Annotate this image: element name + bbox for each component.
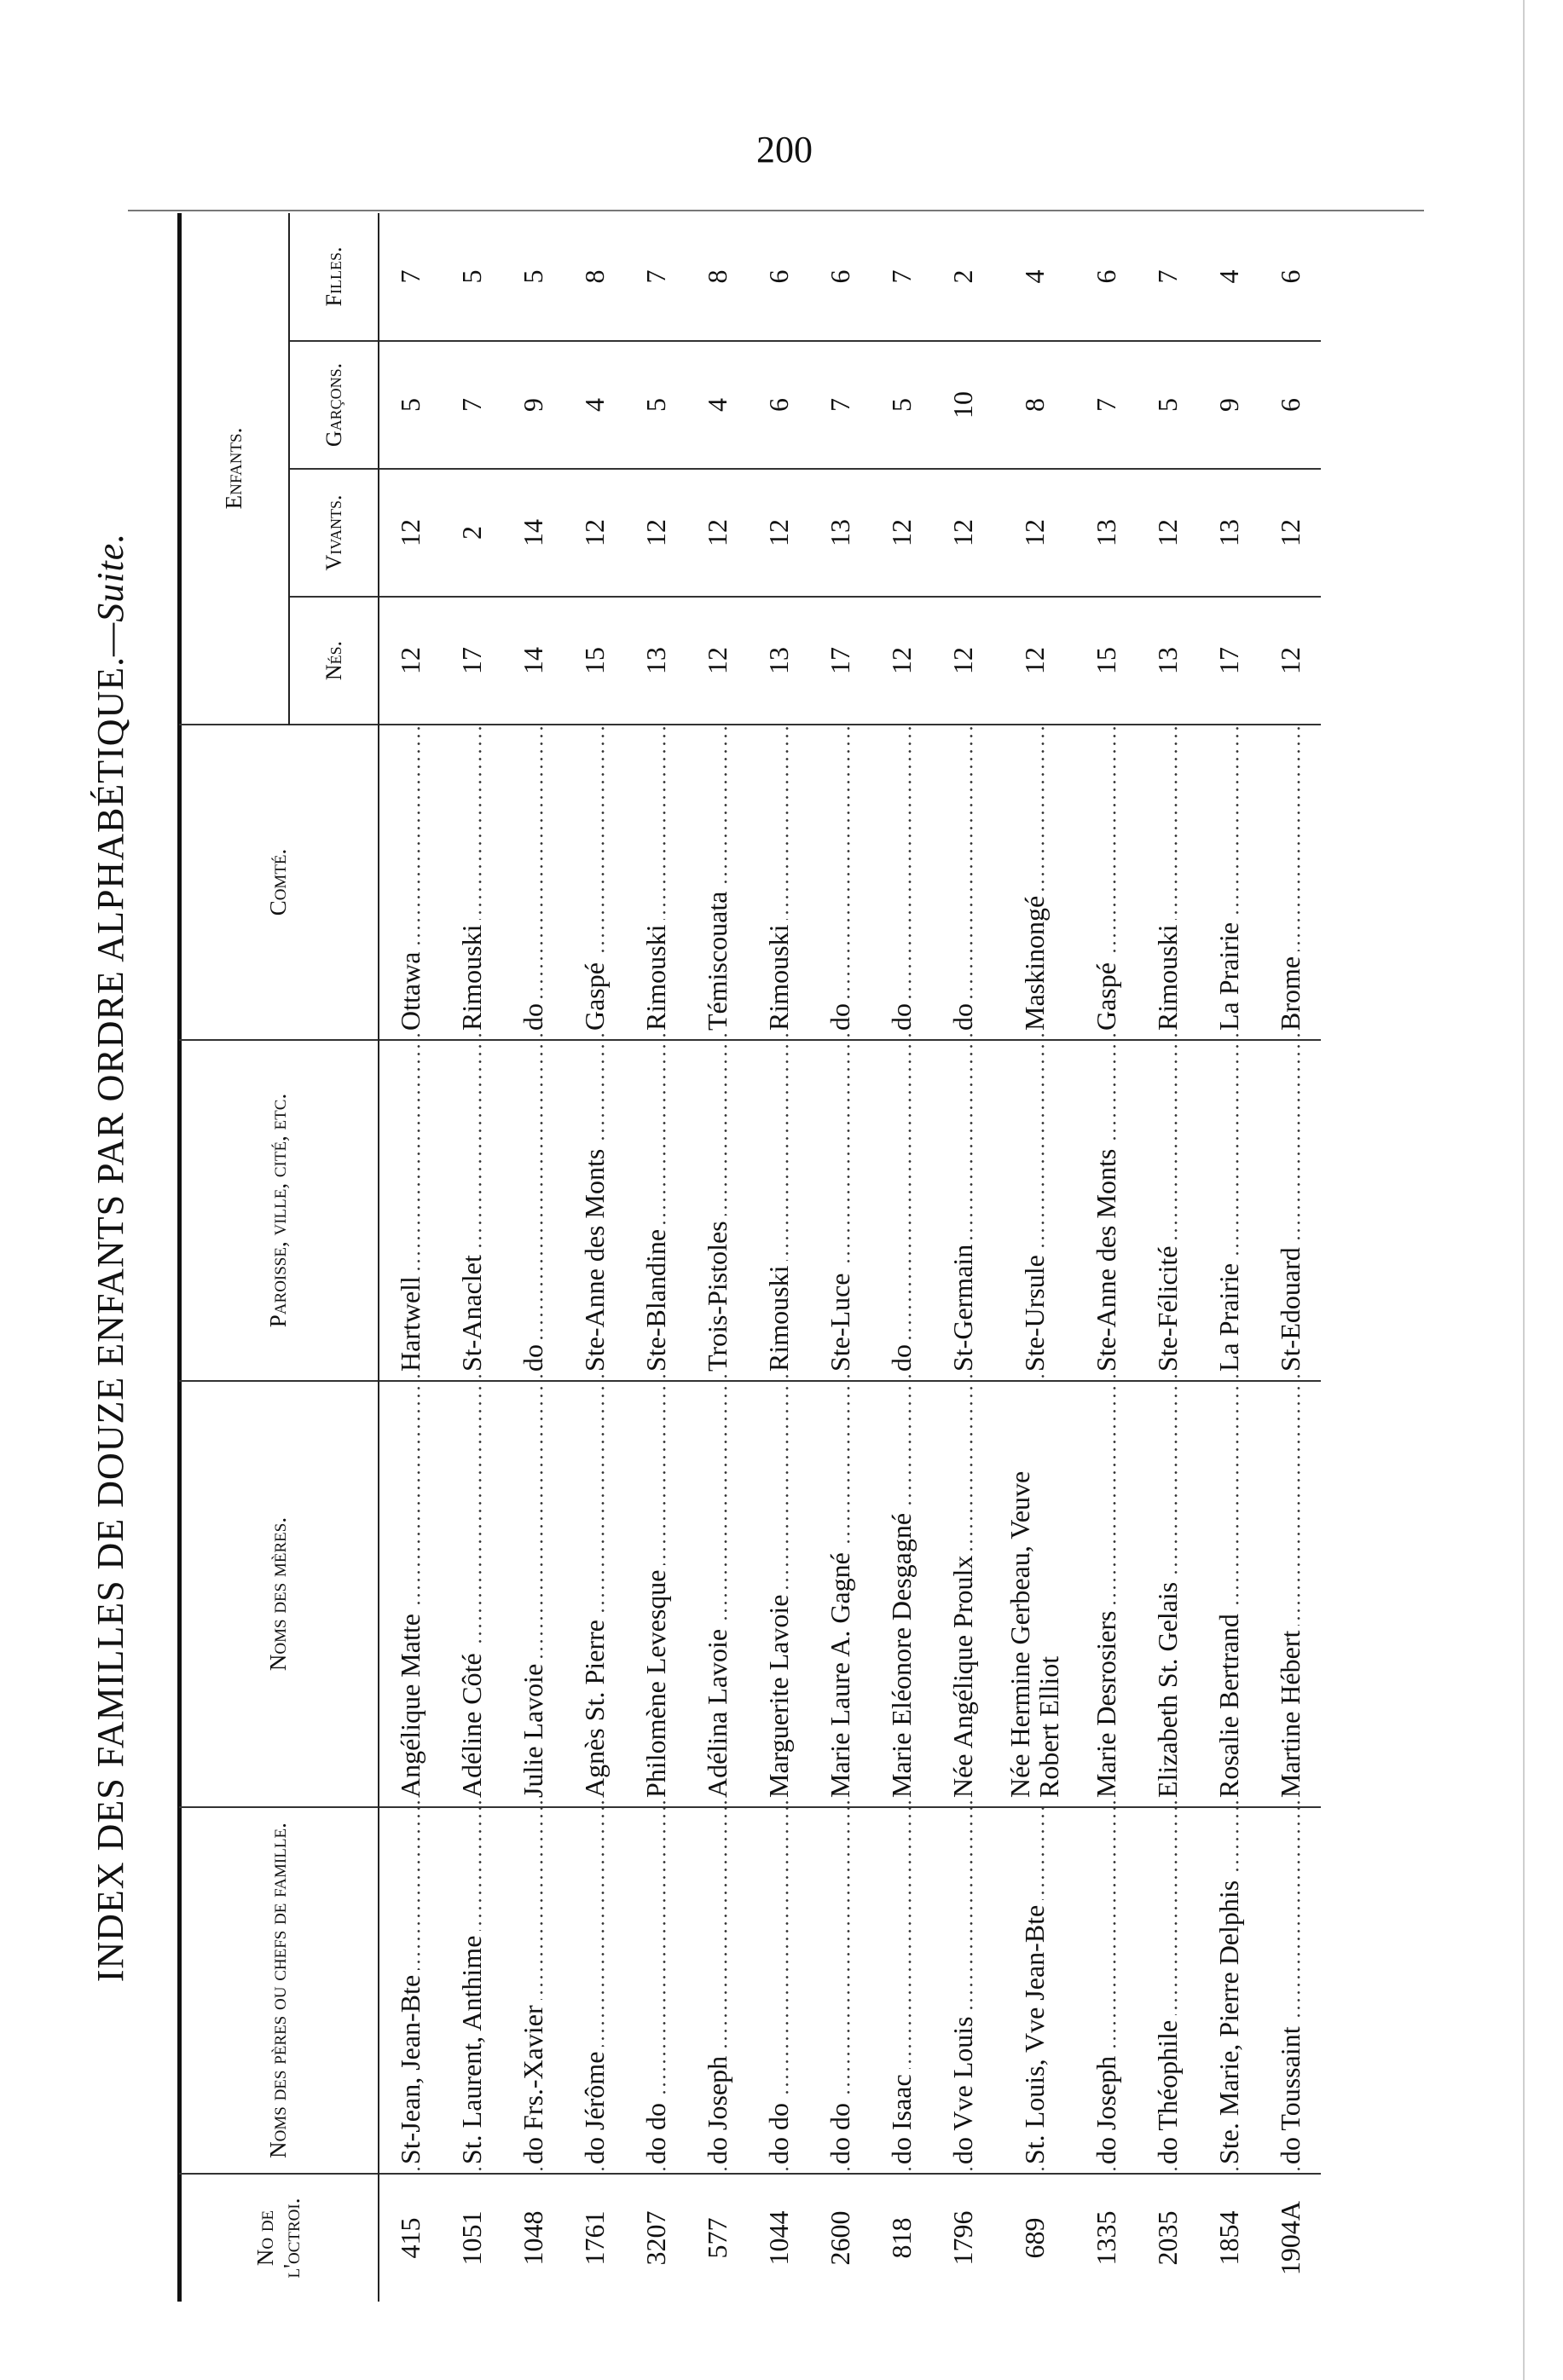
pere-text: do Frs.-Xavier — [518, 2000, 548, 2164]
cell-vivants: 13 — [1075, 469, 1137, 597]
paroisse-text: St-Edouard — [1275, 1242, 1305, 1372]
cell-garcons: 9 — [502, 341, 564, 469]
cell-comte — [1137, 725, 1198, 1040]
cell-garcons: 7 — [809, 341, 871, 469]
cell-comte — [441, 725, 502, 1040]
cell-nes: 12 — [932, 597, 993, 725]
cell-pere — [809, 1807, 871, 2174]
paroisse-text: Ste-Anne des Monts — [579, 1144, 610, 1372]
table-row — [809, 213, 871, 2302]
header-nes: Nés. — [289, 597, 379, 725]
cell-filles: 6 — [809, 213, 871, 341]
cell-comte — [625, 725, 686, 1040]
cell-vivants: 12 — [379, 469, 441, 597]
pere-text: do Vve Louis — [947, 2011, 978, 2164]
cell-pere — [686, 1807, 748, 2174]
cell-no: 2600 — [824, 2210, 855, 2266]
mere-text: Marie Eléonore Desgagné — [886, 1508, 917, 1798]
cell-mere — [502, 1381, 564, 1807]
cell-garcons: 7 — [441, 341, 502, 469]
header-enfants: Enfants. — [179, 213, 289, 725]
cell-nes: 12 — [993, 597, 1075, 725]
cell-garcons: 4 — [686, 341, 748, 469]
table-row — [379, 213, 441, 2302]
mere-text: Adélina Lavoie — [702, 1624, 732, 1798]
cell-no: 415 — [394, 2217, 425, 2259]
cell-filles: 6 — [1259, 213, 1321, 341]
pere-text: do Théophile — [1152, 2015, 1183, 2164]
cell-mere — [379, 1381, 441, 1807]
cell-vivants: 12 — [1259, 469, 1321, 597]
cell-mere — [625, 1381, 686, 1807]
table-row — [686, 213, 748, 2302]
cell-garcons: 4 — [564, 341, 625, 469]
cell-paroisse — [564, 1040, 625, 1381]
mere-text: Adéline Côté — [456, 1648, 487, 1798]
paroisse-text: Ste-Ursule — [1019, 1250, 1050, 1372]
paroisse-text: Trois-Pistoles — [702, 1216, 732, 1372]
mere-text: Philomène Levesque — [640, 1565, 671, 1798]
cell-filles: 2 — [932, 213, 993, 341]
cell-garcons: 5 — [379, 341, 441, 469]
table-row — [1075, 213, 1137, 2302]
cell-no: 1335 — [1090, 2210, 1121, 2266]
cell-paroisse — [871, 1040, 932, 1381]
cell-no: 689 — [1019, 2217, 1050, 2259]
table-title-suffix: —Suite. — [90, 532, 131, 656]
pere-text: do do — [825, 2098, 855, 2164]
pere-text: do Jérôme — [579, 2047, 610, 2164]
cell-comte — [1198, 725, 1259, 1040]
cell-filles: 8 — [564, 213, 625, 341]
cell-no: 1044 — [762, 2210, 794, 2266]
cell-filles: 7 — [1137, 213, 1198, 341]
cell-paroisse — [993, 1040, 1075, 1381]
index-table — [179, 213, 1321, 2302]
cell-garcons: 9 — [1198, 341, 1259, 469]
cell-garcons: 5 — [1137, 341, 1198, 469]
comte-text: Rimouski — [456, 920, 487, 1031]
cell-paroisse — [379, 1040, 441, 1381]
comte-text: do — [825, 998, 855, 1031]
cell-no: 1761 — [578, 2210, 610, 2266]
comte-text: Rimouski — [1152, 920, 1183, 1031]
cell-mere — [809, 1381, 871, 1807]
cell-comte — [502, 725, 564, 1040]
pere-text: St. Laurent, Anthime — [456, 1931, 487, 2164]
table-body — [379, 213, 1321, 2302]
cell-comte — [748, 725, 809, 1040]
cell-filles: 7 — [379, 213, 441, 341]
cell-no: 3207 — [640, 2210, 671, 2266]
page-number: 200 — [756, 129, 813, 170]
cell-no: 818 — [885, 2217, 917, 2259]
comte-text: Rimouski — [763, 920, 794, 1031]
table-row — [748, 213, 809, 2302]
cell-vivants: 2 — [441, 469, 502, 597]
mere-text: Rosalie Bertrand — [1213, 1609, 1244, 1798]
mere-text: Née Angélique Proulx — [947, 1551, 978, 1798]
cell-garcons: 10 — [932, 341, 993, 469]
header-comte: Comté. — [179, 725, 379, 1040]
cell-vivants: 12 — [748, 469, 809, 597]
cell-pere — [1137, 1807, 1198, 2174]
cell-nes: 12 — [871, 597, 932, 725]
cell-mere — [871, 1381, 932, 1807]
cell-no: 1048 — [517, 2210, 548, 2266]
cell-filles: 4 — [1198, 213, 1259, 341]
cell-vivants: 13 — [809, 469, 871, 597]
paroisse-text: Ste-Luce — [825, 1268, 855, 1372]
table-row — [564, 213, 625, 2302]
pere-text: St-Jean, Jean-Bte — [395, 1970, 425, 2164]
table-row — [1137, 213, 1198, 2302]
mere-text: Martine Hébert — [1275, 1626, 1305, 1798]
cell-nes: 17 — [809, 597, 871, 725]
paroisse-text: St-Anaclet — [456, 1250, 487, 1372]
cell-no: 1051 — [455, 2210, 487, 2266]
header-paroisse: Paroisse, ville, cité, etc. — [179, 1040, 379, 1381]
cell-comte — [809, 725, 871, 1040]
cell-paroisse — [502, 1040, 564, 1381]
cell-mere — [993, 1381, 1075, 1807]
cell-pere — [1198, 1807, 1259, 2174]
paroisse-text: Ste-Blandine — [640, 1224, 671, 1372]
index-table-wrapper — [179, 213, 1321, 2302]
cell-pere — [441, 1807, 502, 2174]
cell-comte — [1259, 725, 1321, 1040]
paroisse-text: do — [886, 1339, 917, 1372]
comte-text: La Prairie — [1213, 917, 1244, 1031]
cell-nes: 12 — [1259, 597, 1321, 725]
paroisse-text: Ste-Anne des Monts — [1091, 1144, 1121, 1372]
comte-text: do — [518, 998, 548, 1031]
cell-vivants: 12 — [686, 469, 748, 597]
cell-pere — [625, 1807, 686, 2174]
pere-text: St. Louis, Vve Jean-Bte — [1019, 1900, 1050, 2164]
cell-nes: 17 — [441, 597, 502, 725]
cell-mere — [1137, 1381, 1198, 1807]
cell-pere — [1259, 1807, 1321, 2174]
cell-no: 577 — [701, 2217, 732, 2259]
comte-text: Maskinongé — [1019, 891, 1050, 1031]
cell-pere — [379, 1807, 441, 2174]
cell-comte — [932, 725, 993, 1040]
cell-pere — [1075, 1807, 1137, 2174]
rotated-table-region — [77, 213, 1424, 2302]
cell-filles: 4 — [993, 213, 1075, 341]
cell-nes: 17 — [1198, 597, 1259, 725]
cell-nes: 13 — [748, 597, 809, 725]
cell-mere — [686, 1381, 748, 1807]
header-meres: Noms des mères. — [179, 1381, 379, 1807]
table-row — [932, 213, 993, 2302]
table-title — [77, 213, 145, 2302]
cell-filles: 6 — [1075, 213, 1137, 341]
paroisse-text: Hartwell — [395, 1271, 425, 1372]
cell-nes: 13 — [625, 597, 686, 725]
table-row — [502, 213, 564, 2302]
mere-text: Agnès St. Pierre — [579, 1615, 610, 1798]
comte-text: do — [886, 998, 917, 1031]
cell-pere — [502, 1807, 564, 2174]
cell-comte — [1075, 725, 1137, 1040]
cell-filles: 6 — [748, 213, 809, 341]
paroisse-text: St-Germain — [947, 1239, 978, 1372]
pere-text: Ste. Marie, Pierre Delphis — [1213, 1875, 1244, 2164]
mere-text: Angélique Matte — [395, 1609, 425, 1798]
header-garcons: Garçons. — [289, 341, 379, 469]
cell-vivants: 12 — [871, 469, 932, 597]
header-vivants: Vivants. — [289, 469, 379, 597]
paroisse-text: Ste-Félicité — [1152, 1240, 1183, 1372]
cell-vivants: 12 — [564, 469, 625, 597]
top-rule — [128, 210, 1424, 211]
pere-text: do Isaac — [886, 2069, 917, 2164]
cell-filles: 5 — [502, 213, 564, 341]
cell-garcons: 6 — [1259, 341, 1321, 469]
cell-no: 1854 — [1213, 2210, 1244, 2266]
cell-filles: 7 — [625, 213, 686, 341]
cell-filles: 7 — [871, 213, 932, 341]
cell-garcons: 5 — [871, 341, 932, 469]
cell-filles: 8 — [686, 213, 748, 341]
cell-pere — [564, 1807, 625, 2174]
cell-comte — [686, 725, 748, 1040]
cell-pere — [993, 1807, 1075, 2174]
table-row — [993, 213, 1075, 2302]
cell-vivants: 13 — [1198, 469, 1259, 597]
cell-paroisse — [1198, 1040, 1259, 1381]
cell-nes: 15 — [564, 597, 625, 725]
cell-paroisse — [809, 1040, 871, 1381]
cell-mere — [441, 1381, 502, 1807]
cell-mere — [748, 1381, 809, 1807]
pere-text: do do — [763, 2098, 794, 2164]
comte-text: Témiscouata — [702, 887, 732, 1031]
cell-comte — [871, 725, 932, 1040]
cell-paroisse — [441, 1040, 502, 1381]
header-peres: Noms des pères ou chefs de famille. — [179, 1807, 379, 2174]
mere-text: Marguerite Lavoie — [763, 1590, 794, 1798]
cell-paroisse — [686, 1040, 748, 1381]
paroisse-text: Rimouski — [763, 1261, 794, 1372]
pere-text: do Toussaint — [1275, 2021, 1305, 2164]
cell-vivants: 12 — [625, 469, 686, 597]
paroisse-text: La Prairie — [1213, 1258, 1244, 1372]
cell-mere — [1075, 1381, 1137, 1807]
cell-filles: 5 — [441, 213, 502, 341]
paroisse-text: do — [518, 1339, 548, 1372]
cell-pere — [871, 1807, 932, 2174]
cell-nes: 14 — [502, 597, 564, 725]
cell-pere — [932, 1807, 993, 2174]
cell-no: 1904A — [1274, 2200, 1305, 2276]
mere-text: Marie Desrosiers — [1091, 1606, 1121, 1798]
cell-nes: 13 — [1137, 597, 1198, 725]
cell-paroisse — [1075, 1040, 1137, 1381]
header-filles: Filles. — [289, 213, 379, 341]
comte-text: Gaspé — [1091, 957, 1121, 1031]
cell-pere — [748, 1807, 809, 2174]
cell-vivants: 14 — [502, 469, 564, 597]
table-row — [871, 213, 932, 2302]
cell-garcons: 6 — [748, 341, 809, 469]
pere-text: do do — [640, 2098, 671, 2164]
mere-text: Née Hermine Gerbeau, Veuve Robert Elliot — [1004, 1470, 1064, 1798]
cell-garcons: 8 — [993, 341, 1075, 469]
cell-comte — [993, 725, 1075, 1040]
comte-text: Gaspé — [579, 957, 610, 1031]
table-row — [441, 213, 502, 2302]
cell-nes: 12 — [686, 597, 748, 725]
mere-text: Marie Laure A. Gagné — [825, 1547, 855, 1798]
comte-text: Brome — [1275, 951, 1305, 1031]
comte-text: Rimouski — [640, 920, 671, 1031]
mere-text: Elizabeth St. Gelais — [1152, 1577, 1183, 1798]
cell-no: 1796 — [946, 2210, 978, 2266]
header-no-lot: No de l'octroi. — [179, 2174, 379, 2302]
cell-comte — [564, 725, 625, 1040]
cell-nes: 12 — [379, 597, 441, 725]
cell-comte — [379, 725, 441, 1040]
cell-garcons: 5 — [625, 341, 686, 469]
cell-mere — [932, 1381, 993, 1807]
cell-mere — [564, 1381, 625, 1807]
pere-text: do Joseph — [702, 2051, 732, 2164]
cell-paroisse — [1137, 1040, 1198, 1381]
comte-text: Ottawa — [395, 947, 425, 1031]
cell-vivants: 12 — [993, 469, 1075, 597]
comte-text: do — [947, 998, 978, 1031]
cell-vivants: 12 — [1137, 469, 1198, 597]
table-row — [1259, 213, 1321, 2302]
page-edge-rule — [1523, 0, 1525, 2380]
cell-mere — [1198, 1381, 1259, 1807]
cell-paroisse — [748, 1040, 809, 1381]
cell-paroisse — [1259, 1040, 1321, 1381]
cell-paroisse — [932, 1040, 993, 1381]
cell-vivants: 12 — [932, 469, 993, 597]
cell-paroisse — [625, 1040, 686, 1381]
cell-no: 2035 — [1151, 2210, 1183, 2266]
cell-nes: 15 — [1075, 597, 1137, 725]
table-title-text: INDEX DES FAMILLES DE DOUZE ENFANTS PAR ORDRE ALPHABÉTIQUE. — [90, 656, 131, 1983]
pere-text: do Joseph — [1091, 2051, 1121, 2164]
mere-text: Julie Lavoie — [518, 1659, 548, 1798]
cell-mere — [1259, 1381, 1321, 1807]
cell-garcons: 7 — [1075, 341, 1137, 469]
table-row — [1198, 213, 1259, 2302]
table-row — [625, 213, 686, 2302]
